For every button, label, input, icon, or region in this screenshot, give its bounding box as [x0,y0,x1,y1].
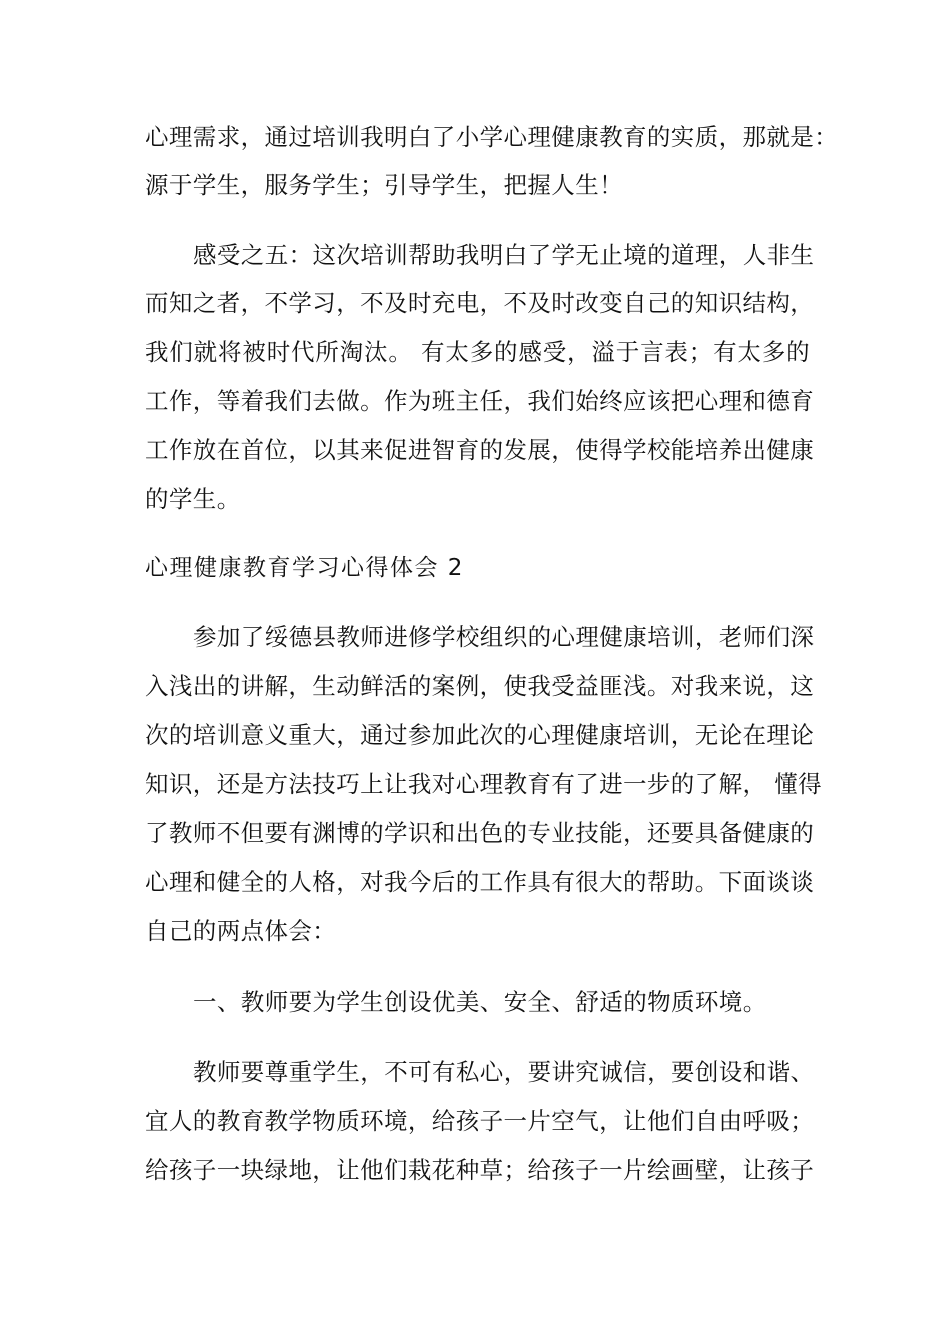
text-line: 而知之者，不学习，不及时充电，不及时改变自己的知识结构， [145,289,815,317]
text-line: 感受之五：这次培训帮助我明白了学无止境的道理，人非生 [193,241,815,269]
text-line: 我们就将被时代所淘汰。 有太多的感受，溢于言表；有太多的 [145,338,810,366]
text-line: 的学生。 [145,485,241,513]
text-line: 一、教师要为学生创设优美、安全、舒适的物质环境。 [193,988,767,1016]
text-line: 源于学生，服务学生；引导学生，把握人生！ [145,171,623,199]
text-line: 入浅出的讲解，生动鲜活的案例，使我受益匪浅。对我来说，这 [145,672,815,700]
text-line: 了教师不但要有渊博的学识和出色的专业技能，还要具备健康的 [145,819,815,847]
text-line: 心理需求，通过培训我明白了小学心理健康教育的实质，那就是： [145,123,839,151]
text-line: 心理和健全的人格，对我今后的工作具有很大的帮助。下面谈谈 [145,868,815,896]
text-line: 自己的两点体会： [145,917,337,945]
text-line: 工作，等着我们去做。作为班主任，我们始终应该把心理和德育 [145,387,815,415]
text-line: 参加了绥德县教师进修学校组织的心理健康培训，老师们深 [193,623,815,651]
section-heading: 心理健康教育学习心得体会 2 [145,555,464,581]
text-line: 次的培训意义重大，通过参加此次的心理健康培训，无论在理论 [145,721,815,749]
text-line: 给孩子一块绿地，让他们栽花种草；给孩子一片绘画壁，让孩子 [145,1156,815,1184]
text-line: 工作放在首位，以其来促进智育的发展，使得学校能培养出健康 [145,436,815,464]
text-line: 知识，还是方法技巧上让我对心理教育有了进一步的了解， 懂得 [145,770,823,798]
text-line: 宜人的教育教学物质环境，给孩子一片空气，让他们自由呼吸； [145,1107,815,1135]
text-line: 教师要尊重学生，不可有私心，要讲究诚信，要创设和谐、 [193,1058,815,1086]
